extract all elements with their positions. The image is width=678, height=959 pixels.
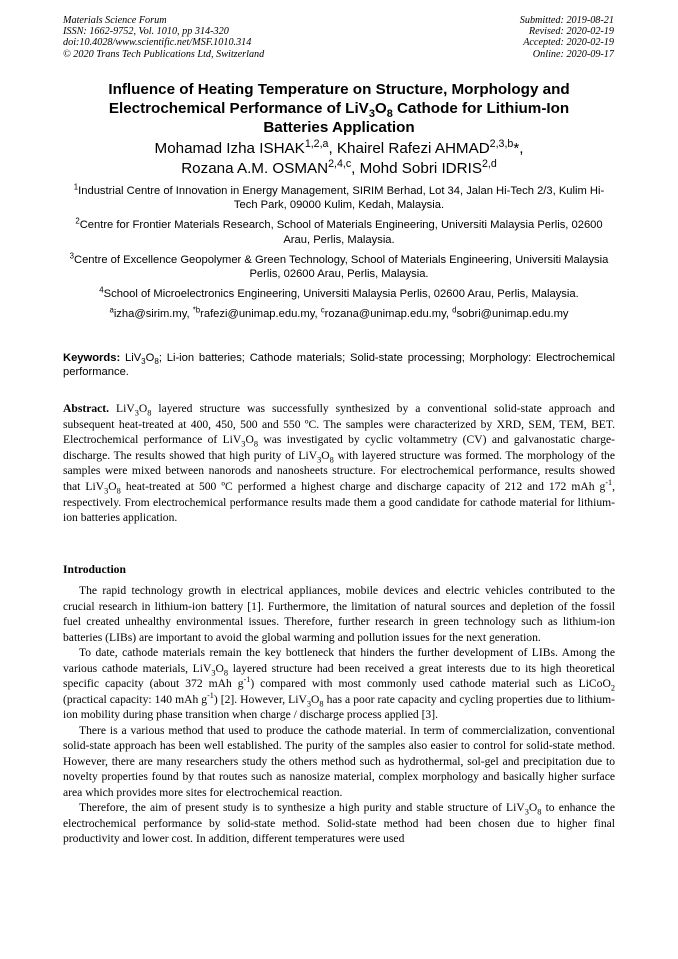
subscript: 3 — [134, 408, 139, 418]
subscript: 8 — [147, 408, 152, 418]
abstract-text: was investigated by cyclic voltammetry (CV) and galvanostatic charge-discharge. The results showed that high purity of LiV — [63, 433, 615, 462]
submitted-date: Submitted: 2019-08-21 — [519, 15, 614, 26]
email-link[interactable]: rafezi@unimap.edu.my, — [200, 308, 321, 321]
keyword-text: O — [145, 352, 155, 364]
revised-date: Revised: 2020-02-19 — [528, 26, 614, 38]
title-text: Cathode for Lithium-Ion — [392, 100, 570, 117]
affil-text: Centre of Excellence Geopolymer & Green Technology, School of Materials Engineering, Universiti Malaysia Perlis, 02600 Arau, Perlis, Malaysia. — [74, 253, 609, 281]
keywords-label: Keywords: — [63, 352, 121, 364]
paragraph — [63, 645, 615, 723]
email-link[interactable]: izha@sirim.my, — [113, 308, 193, 321]
online-date: Online: 2020-09-17 — [532, 48, 614, 60]
abstract-text: layered structure was successfully synthesized by a conventional solid-state approach and subsequent heat-treated at 400, 450, 500 and 550 ºC. The samples were characterized by XRD, SEM, TEM, BET. Electrochemical performance of LiV — [63, 402, 615, 447]
affil-text: Industrial Centre of Innovation in Energy Management, SIRIM Berhad, Lot 34, Jalan Hi-Tech 2/3, Kulim Hi-Tech Park, 09000 Kulim, Kedah, Malaysia. — [78, 185, 605, 212]
paragraph-text: (practical capacity: 140 mAh g — [63, 692, 208, 706]
abstract-text: O — [108, 479, 117, 493]
keyword-text: ; Li-ion batteries; Cathode materials; Solid-state processing; Morphology: Electrochemical performance. — [63, 352, 615, 378]
title-text: Electrochemical Performance of LiV — [108, 100, 369, 117]
author-affil-sup: 2,3,b — [489, 137, 514, 150]
paragraph-text: ) [2]. However, LiV — [213, 692, 307, 706]
introduction-body — [63, 583, 615, 847]
paragraph-text: layered structure had been received a great interests due to its high theoretical specific capacity (about 372 mAh g — [63, 661, 615, 690]
subscript: 3 — [141, 357, 146, 367]
subscript: 8 — [319, 698, 324, 708]
paper-title — [63, 80, 615, 137]
paragraph-text: O — [528, 801, 538, 814]
abstract-text: O — [138, 402, 148, 415]
paragraph: There is a various method that used to produce the cathode material. In term of commercialization, conventional solid-state approach has been well established. The purity of the samples also easier to control for solid-state method. However, there are many researchers study the others method such as hydrothermal, sol-gel and precipitation due to novelty properties found by that routes such as nanosize material, complex morphology and basically higher surface area which provides more sites for electrochemical reaction. — [63, 723, 615, 799]
journal-name: Materials Science Forum — [63, 15, 167, 26]
author-affil-sup: 2,d — [481, 157, 497, 170]
paragraph-text: ) compared with most commonly used cathode material such as LiCoO — [250, 677, 611, 690]
paragraph-text: to enhance the electrochemical performance by solid-state method. Solid-state method had been chosen due to higher final productivity and lower cost. In addition, different temperatures were used — [63, 801, 615, 845]
title-line-1: Influence of Heating Temperature on Structure, Morphology and — [108, 81, 570, 98]
subscript: 3 — [306, 698, 311, 708]
author-affil-sup: 2,4,c — [328, 157, 352, 170]
subscript: 3 — [317, 455, 322, 465]
email-link[interactable]: rozana@unimap.edu.my, — [324, 308, 453, 321]
abstract-text: with layered structure was formed. The morphology of the samples were mixed between nanorods and nanosheets structure. For electrochemical performance, results showed that LiV — [63, 448, 615, 493]
doi-line[interactable]: doi:10.4028/www.scientific.net/MSF.1010.314 — [63, 37, 252, 49]
affil-text: Centre for Frontier Materials Research, School of Materials Engineering, Universiti Malaysia Perlis, 02600 Arau, Perlis, Malaysia. — [79, 219, 603, 246]
subscript: 2 — [610, 683, 615, 693]
title-line-2 — [63, 99, 615, 121]
copyright-line: © 2020 Trans Tech Publications Ltd, Switzerland — [63, 48, 265, 60]
keyword-text: LiV — [120, 352, 142, 364]
affiliation-2 — [63, 218, 615, 246]
subscript: 8 — [154, 357, 159, 367]
subscript: 8 — [223, 667, 229, 677]
paragraph-text: O — [311, 692, 320, 706]
title-text: O — [374, 100, 387, 117]
subscript: 3 — [241, 439, 246, 449]
title-line-3: Batteries Application — [263, 119, 415, 136]
abstract-text: LiV — [109, 402, 135, 415]
abstract-label: Abstract. — [63, 402, 110, 415]
email-sup: a — [109, 305, 114, 315]
superscript: -1 — [243, 675, 251, 685]
journal-header-right — [520, 15, 614, 60]
abstract-text: heat-treated at 500 ºC performed a highest charge and discharge capacity of 212 and 172 mAh g — [120, 479, 606, 493]
author-name: , Khairel Rafezi AHMAD — [328, 140, 490, 157]
subscript: 8 — [329, 455, 334, 465]
email-link[interactable]: sobri@unimap.edu.my — [456, 308, 569, 321]
paragraph: The rapid technology growth in electrical appliances, mobile devices and electric vehicles contributed to the crucial research in lithium-ion battery [1]. Furthermore, the limitation of natural sources and depletion of the fossil fuel created unhealthy environmental issues. Therefore, further research in green technology such as lithium-ion batteries (LIBs) are important to avoid the global warming and pollution issues for the next generation. — [63, 584, 615, 644]
journal-header-left — [63, 15, 264, 60]
author-list — [63, 139, 615, 179]
subscript: 8 — [386, 108, 393, 121]
subscript: 3 — [524, 807, 529, 817]
abstract-text: O — [245, 433, 254, 447]
author-name: Rozana A.M. OSMAN — [181, 160, 329, 177]
paragraph — [63, 800, 615, 847]
subscript: 8 — [537, 807, 542, 817]
superscript: -1 — [605, 478, 613, 488]
email-sup: c — [320, 305, 325, 315]
author-affil-sup: 1,2,a — [304, 137, 329, 150]
email-list — [63, 307, 615, 321]
corresponding-mark: *, — [513, 140, 524, 157]
author-name: , Mohd Sobri IDRIS — [351, 160, 482, 177]
abstract — [63, 401, 615, 526]
affil-text: School of Microelectronics Engineering, Universiti Malaysia Perlis, 02600 Arau, Perlis, Malaysia. — [103, 288, 579, 301]
abstract-text: , respectively. From electrochemical performance results made them a good candidate for cathode material for lithium-ion batteries application. — [63, 479, 615, 525]
affiliation-4 — [63, 287, 615, 301]
email-sup: d — [452, 305, 457, 315]
affil-number: 3 — [69, 251, 74, 261]
email-sup: *b — [192, 305, 201, 315]
issn-line: ISSN: 1662-9752, Vol. 1010, pp 314-320 — [63, 26, 229, 38]
keywords — [63, 351, 615, 379]
affiliations — [63, 184, 615, 322]
subscript: 3 — [104, 486, 109, 496]
affiliation-3 — [63, 253, 615, 281]
subscript: 8 — [116, 486, 121, 496]
paragraph-text: has a poor rate capacity and cycling properties due to lithium-ion mobility during phase transition when charge / discharge process applied [3]. — [63, 692, 616, 721]
abstract-text: O — [321, 448, 330, 462]
affiliation-1 — [63, 184, 615, 212]
superscript: -1 — [207, 690, 214, 700]
accepted-date: Accepted: 2020-02-19 — [523, 37, 614, 49]
affil-number: 2 — [75, 216, 80, 226]
author-line-2 — [63, 159, 615, 179]
subscript: 8 — [253, 439, 258, 449]
paragraph-text: O — [215, 661, 224, 675]
author-line-1 — [63, 139, 615, 159]
subscript: 3 — [211, 667, 216, 677]
author-name: Mohamad Izha ISHAK — [154, 140, 305, 157]
affil-number: 1 — [73, 182, 79, 192]
section-heading-introduction: Introduction — [63, 563, 126, 576]
subscript: 3 — [368, 108, 375, 121]
paragraph-text: Therefore, the aim of present study is to synthesize a high purity and stable structure of LiV — [79, 801, 525, 814]
affil-number: 4 — [99, 285, 104, 295]
paragraph-text: To date, cathode materials remain the key bottleneck that hinders the further development of LIBs. Among the various cathode materials, LiV — [63, 646, 615, 675]
